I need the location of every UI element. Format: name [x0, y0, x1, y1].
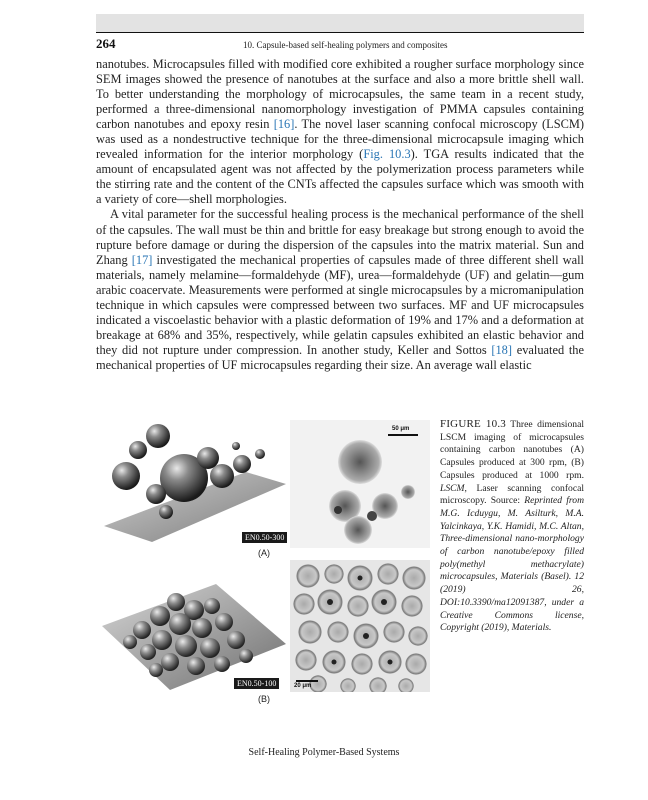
scale-bar-label-b: 20 μm [294, 683, 312, 689]
scale-bar-b [296, 680, 318, 682]
paragraph-2: A vital parameter for the successful healing process is the mechanical performance of the shell of the capsules. The wall must be thin and brittle for easy breakage but strong enough to avoid the rupture before damage or during the dispersion of the capsules into the matrix material. Sun and Zhang [17] investigated the mechanical properties of capsules made of three different shell wall materials, namely melamine—formaldehyde (MF), urea—formaldehyde (UF) and gelatin—gum arabic coacervate. Measurements were performed at single microcapsules by a micromanipulation technique in which capsules were compressed between two surfaces. MF and UF microcapsules indicated a viscoelastic behavior with a plastic deformation of 19% and 17% and a deformation at breakage at 68% and 35%, respectively, while gelatin capsules exhibited an elastic behavior and they did not rupture under compression. In another study, Keller and Sottos [18] evaluated the mechanical properties of UF microcapsules regarding their size. An average wall elastic [96, 207, 584, 372]
footer-title: Self-Healing Polymer-Based Systems [248, 747, 400, 758]
citation-link[interactable]: [17] [131, 252, 153, 267]
figure-source: Reprinted from M.G. Icduygu, M. Asilturk, M.A. Yalcinkaya, Y.K. Hamidi, M.C. Altan, Three-dimensional nano-morphology of carbon nanotube/epoxy filled poly(methyl methacrylate) microcapsules, Materials (Basel). 12 (2019) 26, DOI:10.3390/ma12091387, under a Creative Commons license, Copyright (2019), Materials. [440, 495, 585, 634]
scale-bar-label-a: 50 μm [392, 426, 410, 432]
figure-panel-b-3d [96, 566, 290, 692]
page-number: 264 [96, 36, 116, 51]
body-text [96, 57, 584, 373]
running-title: 10. Capsule-based self-healing polymers and composites [243, 40, 448, 50]
sample-label-b: EN0.50-100 [234, 678, 279, 689]
sample-label-a: EN0.50-300 [242, 532, 287, 543]
citation-link[interactable]: [16] [273, 117, 295, 132]
panel-letter-b: (B) [258, 694, 270, 704]
header-band [96, 14, 584, 32]
figure-panel-a-micrograph [290, 420, 430, 548]
header-rule [96, 32, 584, 33]
paragraph-1: nanotubes. Microcapsules filled with modified core exhibited a rougher surface morphology since SEM images showed the presence of nanotubes at the surface and also a more brittle shell wall. To better understanding the morphology of microcapsules, the same team in a recent study, performed a three-dimensional nanomorphology investigation of PMMA capsules containing carbon nanotubes and epoxy resin [16]. The novel laser scanning confocal microscopy (LSCM) was used as a nondestructive technique for the three-dimensional microcapsule imaging which revealed information for the interior morphology (Fig. 10.3). TGA results indicated that the amount of encapsulated agent was not affected by the polymerization process parameters while the stirring rate and the content of the CNTs affected the capsules surface which was smooth with a variety of core—shell morphologies. [96, 57, 584, 207]
figure-label: FIGURE 10.3 [440, 418, 506, 430]
citation-link[interactable]: [18] [491, 342, 513, 357]
figure-panel-b-micrograph [290, 560, 430, 692]
figure-link[interactable]: Fig. 10.3 [363, 147, 411, 162]
figure-panel-a-3d [96, 414, 290, 546]
panel-letter-a: (A) [258, 548, 270, 558]
figure-caption: FIGURE 10.3 Three dimensional LSCM imaging of microcapsules containing carbon nanotubes (A) Capsules produced at 300 rpm, (B) Capsules produced at 1000 rpm. LSCM, Laser scanning confocal microscopy. Source: Reprinted from M.G. Icduygu, M. Asilturk, M.A. Yalcinkaya, Y.K. Hamidi, M.C. Altan, Three-dimensional nano-morphology of carbon nanotube/epoxy filled poly(methyl methacrylate) microcapsules, Materials (Basel). 12 (2019) 26, DOI:10.3390/ma12091387, under a Creative Commons license, Copyright (2019), Materials. [440, 418, 585, 634]
scale-bar-a [388, 434, 418, 436]
